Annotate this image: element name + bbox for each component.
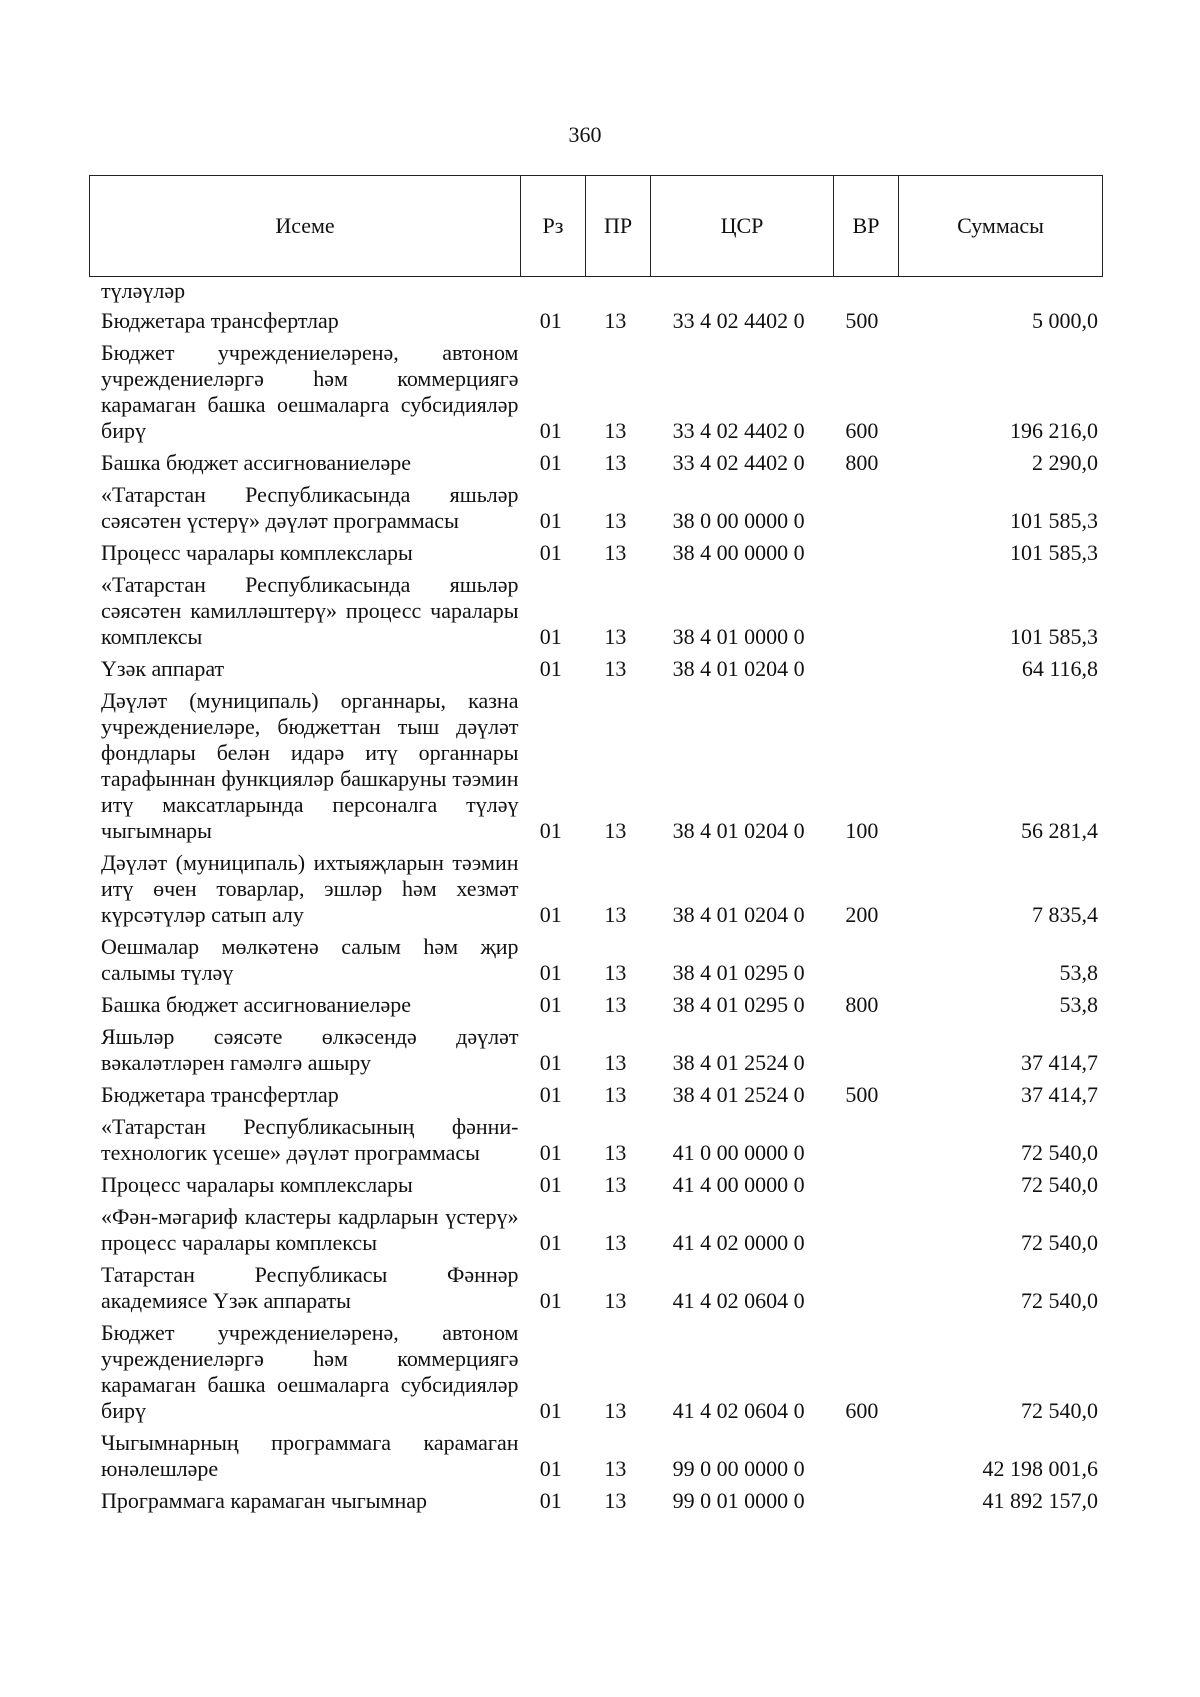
cell-rz: 01 <box>539 1398 562 1423</box>
cell-csr: 38 4 00 0000 0 <box>672 540 805 565</box>
table-row <box>89 688 1104 850</box>
cell-sum: 7 835,4 <box>1032 902 1098 927</box>
cell-pr: 13 <box>604 540 627 565</box>
cell-sum: 37 414,7 <box>1021 1082 1098 1107</box>
cell-sum: 72 540,0 <box>1021 1398 1098 1423</box>
cell-rz: 01 <box>539 508 562 533</box>
cell-csr: 41 0 00 0000 0 <box>672 1140 805 1165</box>
cell-sum: 53,8 <box>1059 960 1098 985</box>
cell-csr: 41 4 02 0604 0 <box>672 1398 805 1423</box>
header-name: Исеме <box>90 176 521 277</box>
cell-name: Дәүләт (муниципаль) ихтыяҗларын тәэмин итү өчен товарлар, эшләр һәм хезмәт күрсәтүләр сатып алу <box>101 850 519 927</box>
cell-vr: 600 <box>845 1398 879 1423</box>
cell-name: Бюджетара трансфертлар <box>101 308 339 333</box>
cell-vr: 100 <box>845 818 879 843</box>
cell-rz: 01 <box>539 992 562 1017</box>
table-row <box>89 656 1104 688</box>
cell-sum: 64 116,8 <box>1021 656 1098 681</box>
cell-csr: 38 4 01 2524 0 <box>672 1050 805 1075</box>
cell-pr: 13 <box>604 450 627 475</box>
cell-csr: 38 4 01 0204 0 <box>672 902 805 927</box>
cell-pr: 13 <box>604 1172 627 1197</box>
cell-rz: 01 <box>539 656 562 681</box>
table-row <box>89 1082 1104 1114</box>
cell-name: Үзәк аппарат <box>101 656 225 681</box>
cell-csr: 33 4 02 4402 0 <box>672 450 805 475</box>
cell-vr: 800 <box>845 450 879 475</box>
cell-sum: 196 216,0 <box>1010 418 1098 443</box>
cell-sum: 42 198 001,6 <box>982 1456 1098 1481</box>
cell-csr: 41 4 02 0604 0 <box>672 1288 805 1313</box>
cell-rz: 01 <box>539 308 562 333</box>
cell-sum: 37 414,7 <box>1021 1050 1098 1075</box>
cell-vr: 500 <box>845 1082 879 1107</box>
header-vr: ВР <box>834 176 899 277</box>
cell-name: түләүләр <box>101 278 186 303</box>
table-row <box>89 1320 1104 1430</box>
table-row <box>89 308 1104 340</box>
cell-name: Бюджетара трансфертлар <box>101 1082 339 1107</box>
table-row <box>89 992 1104 1024</box>
page-number: 360 <box>568 122 602 147</box>
table-row <box>89 450 1104 482</box>
cell-csr: 33 4 02 4402 0 <box>672 418 805 443</box>
cell-pr: 13 <box>604 1488 627 1513</box>
cell-vr: 800 <box>845 992 879 1017</box>
cell-rz: 01 <box>539 540 562 565</box>
cell-vr: 600 <box>845 418 879 443</box>
table-row <box>89 1024 1104 1082</box>
table-row <box>89 278 1104 308</box>
cell-name: Оешмалар мөлкәтенә салым һәм җир салымы түләү <box>101 934 519 985</box>
cell-name: Башка бюджет ассигнованиеләре <box>101 992 411 1017</box>
cell-csr: 38 4 01 0204 0 <box>672 656 805 681</box>
cell-sum: 41 892 157,0 <box>982 1488 1098 1513</box>
cell-pr: 13 <box>604 1050 627 1075</box>
header-sum: Суммасы <box>899 176 1103 277</box>
cell-csr: 38 4 01 0295 0 <box>672 960 805 985</box>
cell-name: Процесс чаралары комплекслары <box>101 1172 413 1197</box>
header-csr: ЦСР <box>651 176 834 277</box>
table-header <box>89 175 1103 277</box>
cell-rz: 01 <box>539 1172 562 1197</box>
cell-sum: 2 290,0 <box>1032 450 1098 475</box>
cell-pr: 13 <box>604 624 627 649</box>
table-row <box>89 540 1104 572</box>
cell-name: Татарстан Республикасы Фәннәр академиясе Үзәк аппараты <box>101 1262 519 1313</box>
cell-name: Бюджет учреждениеләренә, автоном учреждениеләргә һәм коммерциягә карамаган башка оешмаларга субсидияләр бирү <box>101 340 519 443</box>
cell-csr: 99 0 00 0000 0 <box>672 1456 805 1481</box>
cell-sum: 101 585,3 <box>1010 624 1098 649</box>
cell-csr: 38 4 01 2524 0 <box>672 1082 805 1107</box>
header-rz: Рз <box>521 176 586 277</box>
table-row <box>89 934 1104 992</box>
cell-name: Программага карамаган чыгымнар <box>101 1488 428 1513</box>
cell-sum: 72 540,0 <box>1021 1140 1098 1165</box>
cell-sum: 101 585,3 <box>1010 540 1098 565</box>
cell-vr: 200 <box>845 902 879 927</box>
cell-pr: 13 <box>604 1456 627 1481</box>
cell-name: «Татарстан Республикасында яшьләр сәясәтен камилләштерү» процесс чаралары комплексы <box>101 572 519 649</box>
cell-pr: 13 <box>604 992 627 1017</box>
cell-rz: 01 <box>539 1082 562 1107</box>
cell-sum: 72 540,0 <box>1021 1230 1098 1255</box>
cell-sum: 56 281,4 <box>1021 818 1098 843</box>
cell-name: Яшьләр сәясәте өлкәсендә дәүләт вәкаләтләрен гамәлгә ашыру <box>101 1024 519 1075</box>
cell-name: Дәүләт (муниципаль) органнары, казна учреждениеләре, бюджеттан тыш дәүләт фондлары белән идарә итү органнары тарафыннан функцияләр башкаруны тәэмин итү максатларында персоналга түләү чыгымнары <box>101 688 519 843</box>
table-row <box>89 850 1104 934</box>
table-row <box>89 340 1104 450</box>
cell-sum: 101 585,3 <box>1010 508 1098 533</box>
cell-pr: 13 <box>604 902 627 927</box>
table-row <box>89 1204 1104 1262</box>
cell-sum: 53,8 <box>1059 992 1098 1017</box>
cell-pr: 13 <box>604 1140 627 1165</box>
table-row <box>89 1114 1104 1172</box>
cell-sum: 5 000,0 <box>1032 308 1098 333</box>
cell-pr: 13 <box>604 1288 627 1313</box>
cell-rz: 01 <box>539 1288 562 1313</box>
cell-csr: 38 4 01 0000 0 <box>672 624 805 649</box>
cell-name: «Татарстан Республикасында яшьләр сәясәтен үстерү» дәүләт программасы <box>101 482 519 533</box>
table-body <box>89 278 1104 1520</box>
cell-pr: 13 <box>604 1230 627 1255</box>
cell-csr: 38 0 00 0000 0 <box>672 508 805 533</box>
cell-name: Чыгымнарның программага карамаган юнәлешләре <box>101 1430 519 1481</box>
cell-pr: 13 <box>604 418 627 443</box>
cell-csr: 41 4 00 0000 0 <box>672 1172 805 1197</box>
table-row <box>89 1262 1104 1320</box>
cell-pr: 13 <box>604 308 627 333</box>
cell-name: «Татарстан Республикасының фәнни-технологик үсеше» дәүләт программасы <box>101 1114 519 1165</box>
cell-rz: 01 <box>539 1140 562 1165</box>
cell-name: Процесс чаралары комплекслары <box>101 540 413 565</box>
cell-name: «Фән-мәгариф кластеры кадрларын үстерү» процесс чаралары комплексы <box>101 1204 519 1255</box>
table-row <box>89 1430 1104 1488</box>
cell-csr: 38 4 01 0295 0 <box>672 992 805 1017</box>
cell-csr: 41 4 02 0000 0 <box>672 1230 805 1255</box>
cell-rz: 01 <box>539 1050 562 1075</box>
table-row <box>89 1172 1104 1204</box>
table-row <box>89 1488 1104 1520</box>
cell-rz: 01 <box>539 1230 562 1255</box>
cell-name: Бюджет учреждениеләренә, автоном учреждениеләргә һәм коммерциягә карамаган башка оешмаларга субсидияләр бирү <box>101 1320 519 1423</box>
header-pr: ПР <box>586 176 651 277</box>
cell-csr: 99 0 01 0000 0 <box>672 1488 805 1513</box>
cell-rz: 01 <box>539 418 562 443</box>
cell-csr: 33 4 02 4402 0 <box>672 308 805 333</box>
cell-rz: 01 <box>539 1456 562 1481</box>
cell-rz: 01 <box>539 624 562 649</box>
cell-rz: 01 <box>539 818 562 843</box>
cell-pr: 13 <box>604 656 627 681</box>
cell-csr: 38 4 01 0204 0 <box>672 818 805 843</box>
cell-name: Башка бюджет ассигнованиеләре <box>101 450 411 475</box>
cell-pr: 13 <box>604 818 627 843</box>
cell-rz: 01 <box>539 1488 562 1513</box>
table-row <box>89 572 1104 656</box>
cell-rz: 01 <box>539 450 562 475</box>
cell-sum: 72 540,0 <box>1021 1288 1098 1313</box>
cell-sum: 72 540,0 <box>1021 1172 1098 1197</box>
cell-pr: 13 <box>604 1082 627 1107</box>
cell-rz: 01 <box>539 902 562 927</box>
cell-pr: 13 <box>604 960 627 985</box>
cell-vr: 500 <box>845 308 879 333</box>
table-row <box>89 482 1104 540</box>
cell-rz: 01 <box>539 960 562 985</box>
cell-pr: 13 <box>604 1398 627 1423</box>
cell-pr: 13 <box>604 508 627 533</box>
